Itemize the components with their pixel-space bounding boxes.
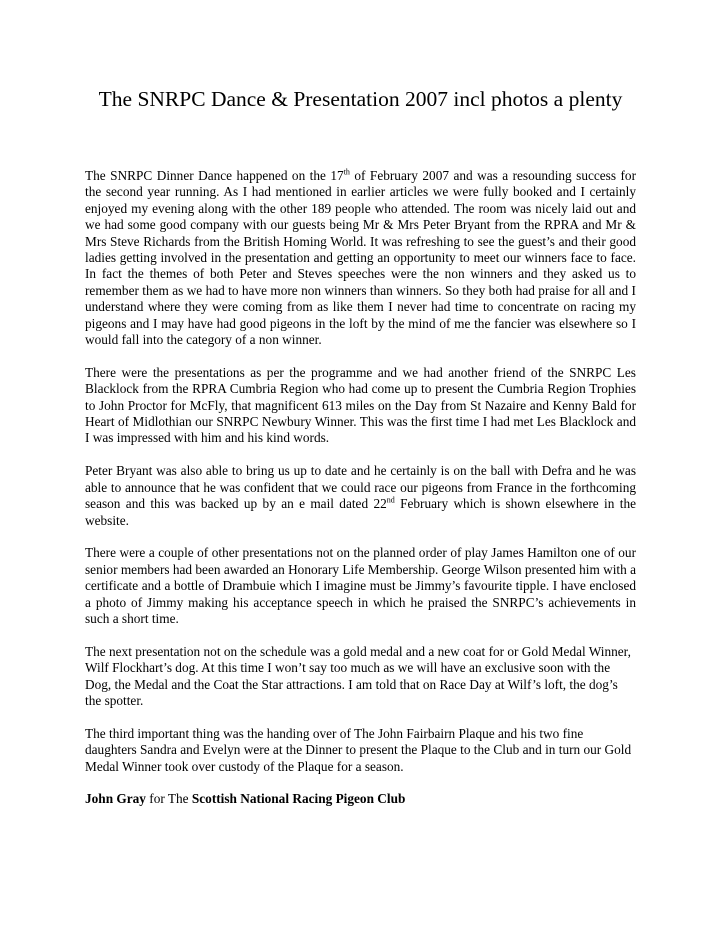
club-name: Scottish National Racing Pigeon Club <box>191 791 406 807</box>
author-name: John Gray <box>85 791 146 807</box>
paragraph-fairbairn-plaque: The third important thing was the handing over of The John Fairbairn Plaque and his two fine daughters Sandra and Evelyn were at the Dinner to present the Plaque to the Club and in turn our Gold Medal Winner took over custody of the Plaque for a season. <box>85 725 632 774</box>
paragraph-text: Peter Bryant was also able to bring us up to date and he certainly is on the ball with Defra and he was able to announce that he was confident that we could race our pigeons from France in the forthcoming season and this was backed up by an e mail dated 22 <box>85 463 636 512</box>
ordinal-suffix: nd <box>386 495 395 505</box>
document-title: The SNRPC Dance & Presentation 2007 incl photos a plenty <box>98 87 623 111</box>
document-page <box>85 84 636 808</box>
paragraph-presentations: There were the presentations as per the programme and we had another friend of the SNRPC Les Blacklock from the RPRA Cumbria Region who had come up to present the Cumbria Region Trophies to John Proctor for McFly, that magnificent 613 miles on the Day from St Nazaire and Kenny Bald for Heart of Midlothian our SNRPC Newbury Winner. This was the first time I had met Les Blacklock and I was impressed with him and his kind words. <box>85 364 636 446</box>
ordinal-suffix: th <box>343 167 350 177</box>
paragraph-text: of February 2007 and was a resounding success for the second year running. As I had mentioned in earlier articles we were fully booked and I certainly enjoyed my evening along with the other 189 people who attended. The room was nicely laid out and we had some good company with our guests being Mr & Mrs Peter Bryant from the RPRA and Mr & Mrs Steve Richards from the British Homing World. It was refreshing to see the guest’s and their good ladies getting involved in the presentation and getting an opportunity to meet our winners face to face. In fact the themes of both Peter and Steves speeches were the non winners and they asked us to remember them as we had to have more non winners than winners. So they both had praise for all and I understand where they were coming from as like them I never had time to concentrate on racing my pigeons and I may have had good pigeons in the loft by the mind of me the fancier was elsewhere so I would fall into the category of a non winner. <box>85 168 636 348</box>
paragraph-gold-medal: The next presentation not on the schedule was a gold medal and a new coat for or Gold Medal Winner, Wilf Flockhart’s dog. At this time I won’t say too much as we will have an exclusive soon with the Dog, the Medal and the Coat the Star attractions. I am told that on Race Day at Wilf’s loft, the dog’s the spotter. <box>85 643 631 708</box>
paragraph-text: The SNRPC Dinner Dance happened on the 17 <box>85 168 344 183</box>
signature-line <box>85 791 636 807</box>
paragraph-dinner-dance <box>85 168 636 348</box>
paragraph-other-presentations: There were a couple of other presentations not on the planned order of play James Hamilton one of our senior members had been awarded an Honorary Life Membership. George Wilson presented him with a certificate and a bottle of Drambuie which I imagine must be Jimmy’s favourite tipple. I have enclosed a photo of Jimmy making his acceptance speech in which he praised the SNRPC’s achievements in such a short time. <box>85 545 636 626</box>
paragraph-peter-bryant <box>85 463 636 529</box>
signature-connector: for The <box>145 791 192 807</box>
paragraph-text: February which is shown elsewhere in the website. <box>85 496 636 528</box>
